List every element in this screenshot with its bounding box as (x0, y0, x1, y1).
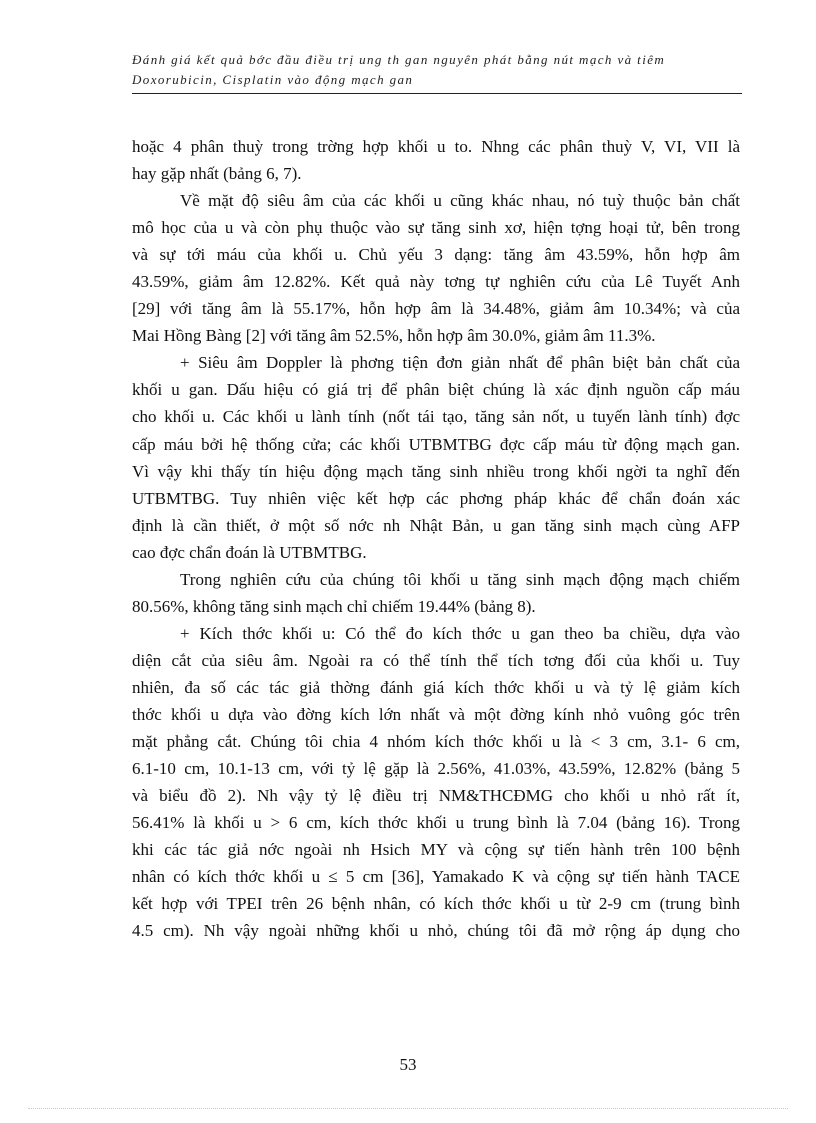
body-text (132, 133, 740, 944)
text-line: nhiên, đa số các tác giả thờng đánh giá kích thớc khối u và tỷ lệ giảm kích (132, 677, 740, 697)
text-line: + Siêu âm Doppler là phơng tiện đơn giản nhất để phân biệt bản chất của (180, 353, 740, 373)
text-line: Mai Hồng Bàng [2] với tăng âm 52.5%, hỗn hợp âm 30.0%, giảm âm 11.3%. (132, 326, 656, 346)
text-line: định là cần thiết, ở một số nớc nh Nhật Bản, u gan tăng sinh mạch cùng AFP (132, 515, 740, 535)
text-line: nhân có kích thớc khối u ≤ 5 cm [36], Yamakado K và cộng sự tiến hành TACE (132, 867, 740, 887)
text-line: hay gặp nhất (bảng 6, 7). (132, 164, 302, 184)
text-line: Trong nghiên cứu của chúng tôi khối u tăng sinh mạch động mạch chiếm (180, 569, 740, 589)
text-line: 6.1-10 cm, 10.1-13 cm, với tỷ lệ gặp là 2.56%, 41.03%, 43.59%, 12.82% (bảng 5 (132, 759, 740, 779)
footer-divider (28, 1108, 788, 1109)
header-divider (132, 93, 742, 94)
running-header-line: Doxorubicin, Cisplatin vào động mạch gan (132, 72, 414, 87)
text-line: cao đợc chẩn đoán là UTBMTBG. (132, 542, 367, 562)
text-line: UTBMTBG. Tuy nhiên việc kết hợp các phơng pháp khác để chẩn đoán xác (132, 488, 740, 508)
text-line: thớc khối u dựa vào đờng kích lớn nhất và một đờng kính nhỏ vuông góc trên (132, 704, 740, 724)
text-line: Về mặt độ siêu âm của các khối u cũng khác nhau, nó tuỳ thuộc bản chất (180, 191, 740, 211)
text-line: và sự tới máu của khối u. Chủ yếu 3 dạng: tăng âm 43.59%, hỗn hợp âm (132, 245, 740, 265)
text-line: 80.56%, không tăng sinh mạch chỉ chiếm 19.44% (bảng 8). (132, 596, 536, 616)
text-line: khi các tác giả nớc ngoài nh Hsich MY và cộng sự tiến hành trên 100 bệnh (132, 840, 740, 860)
text-line: 4.5 cm). Nh vậy ngoài những khối u nhỏ, chúng tôi đã mở rộng áp dụng cho (132, 921, 740, 941)
text-line: mô học của u và còn phụ thuộc vào sự tăng sinh xơ, hiện tợng hoại tử, bên trong (132, 218, 740, 238)
text-line: 43.59%, giảm âm 12.82%. Kết quả này tơng tự nghiên cứu của Lê Tuyết Anh (132, 272, 740, 292)
running-header-line: Đánh giá kết quả bớc đầu điều trị ung th gan nguyên phát bằng nút mạch và tiêm (132, 52, 666, 67)
text-line: diện cắt của siêu âm. Ngoài ra có thể tính thể tích tơng đối của khối u. Tuy (132, 650, 740, 670)
text-line: + Kích thớc khối u: Có thể đo kích thớc u gan theo ba chiều, dựa vào (180, 623, 740, 643)
text-line: hoặc 4 phân thuỳ trong trờng hợp khối u to. Nhng các phân thuỳ V, VI, VII là (132, 137, 740, 156)
text-line: kết hợp với TPEI trên 26 bệnh nhân, có kích thớc khối u từ 2-9 cm (trung bình (132, 894, 740, 914)
page-number: 53 (399, 1055, 417, 1074)
text-line: mặt phẳng cắt. Chúng tôi chia 4 nhóm kích thớc khối u là < 3 cm, 3.1- 6 cm, (132, 732, 740, 752)
running-header (132, 50, 742, 90)
text-line: 56.41% là khối u > 6 cm, kích thớc khối u trung bình là 7.04 (bảng 16). Trong (132, 813, 740, 833)
text-line: Vì vậy khi thấy tín hiệu động mạch tăng sinh nhiều trong khối ngời ta nghĩ đến (132, 461, 740, 481)
text-line: cho khối u. Các khối u lành tính (nốt tái tạo, tăng sản nốt, u tuyến lành tính) đợc (132, 407, 740, 427)
text-line: và biểu đồ 2). Nh vậy tỷ lệ điều trị NM&THCĐMG cho khối u nhỏ rất ít, (132, 786, 740, 806)
text-line: [29] với tăng âm là 55.17%, hỗn hợp âm là 34.48%, giảm âm 10.34%; và của (132, 299, 740, 319)
text-line: cấp máu bởi hệ thống cửa; các khối UTBMTBG đợc cấp máu từ động mạch gan. (132, 434, 740, 454)
text-line: khối u gan. Dấu hiệu có giá trị để phân biệt chúng là xác định nguồn cấp máu (132, 380, 740, 400)
